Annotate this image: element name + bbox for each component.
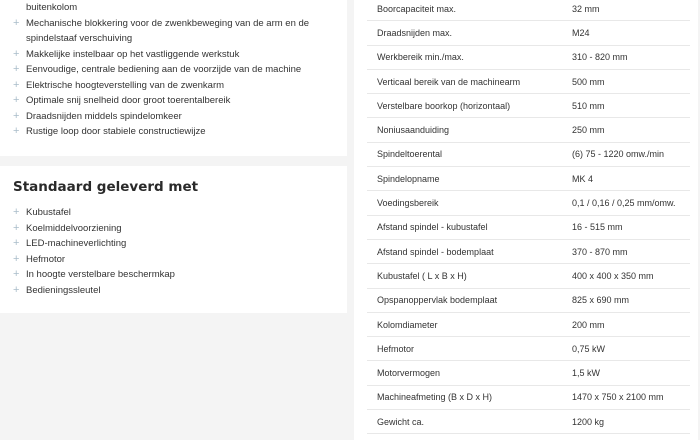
spec-value: 0,75 kW xyxy=(562,337,690,361)
list-item-label: spindelstaaf verschuiving xyxy=(26,33,133,44)
spec-value: 1200 kg xyxy=(562,410,690,434)
features-list xyxy=(13,0,309,140)
features-card xyxy=(0,0,347,156)
list-item xyxy=(13,205,175,221)
table-row xyxy=(367,167,690,191)
list-item-label: In hoogte verstelbare beschermkap xyxy=(26,269,175,280)
plus-icon: + xyxy=(13,206,20,218)
list-item xyxy=(13,62,309,78)
spec-value: 16 - 515 mm xyxy=(562,215,690,239)
spec-value: MK 4 xyxy=(562,167,690,191)
spec-label: Kolomdiameter xyxy=(367,312,562,336)
standard-card xyxy=(0,166,347,313)
list-item-label: Draadsnijden middels spindelomkeer xyxy=(26,110,182,122)
list-item xyxy=(13,16,309,32)
list-item xyxy=(13,267,175,283)
spec-value: 32 mm xyxy=(562,0,690,21)
spec-label: Afstand spindel - bodemplaat xyxy=(367,239,562,263)
list-item-label: Bedieningssleutel xyxy=(26,284,101,296)
spec-value: 400 x 400 x 350 mm xyxy=(562,264,690,288)
spec-value: (6) 75 - 1220 omw./min xyxy=(562,142,690,166)
list-item-continued: buitenkolom xyxy=(26,2,78,13)
list-item-label: Elektrische hoogteverstelling van de zwenkarm xyxy=(26,79,225,91)
table-row xyxy=(367,239,690,263)
plus-icon: + xyxy=(13,268,20,280)
spec-value: 825 x 690 mm xyxy=(562,288,690,312)
list-item xyxy=(13,47,309,63)
list-item-label: LED-machineverlichting xyxy=(26,238,127,249)
spec-value: 510 mm xyxy=(562,94,690,118)
spec-value: M24 xyxy=(562,21,690,45)
spec-label: Noniusaanduiding xyxy=(367,118,562,142)
list-item-label: Hefmotor xyxy=(26,253,66,265)
spec-value: 200 mm xyxy=(562,312,690,336)
list-item xyxy=(13,252,175,268)
list-item-label: Rustige loop door stabiele constructiewijze xyxy=(26,126,206,137)
section-title: Standaard geleverd met xyxy=(13,179,199,195)
plus-icon: + xyxy=(13,47,20,60)
list-item-label: Makkelijke instelbaar op het vastliggende werkstuk xyxy=(26,48,240,60)
table-row xyxy=(367,288,690,312)
list-item xyxy=(13,109,309,125)
spec-label: Werkbereik min./max. xyxy=(367,45,562,69)
plus-icon: + xyxy=(13,125,20,137)
spec-label: Motorvermogen xyxy=(367,361,562,385)
spec-value: 1470 x 750 x 2100 mm xyxy=(562,385,690,409)
list-item xyxy=(13,78,309,94)
spec-value: 250 mm xyxy=(562,118,690,142)
table-row xyxy=(367,118,690,142)
spec-label: Kubustafel ( L x B x H) xyxy=(367,264,562,288)
spec-label: Opspanoppervlak bodemplaat xyxy=(367,288,562,312)
standard-list xyxy=(13,205,175,298)
list-item xyxy=(13,93,309,109)
spec-label: Verticaal bereik van de machinearm xyxy=(367,69,562,93)
spec-value: 1,5 kW xyxy=(562,361,690,385)
table-row xyxy=(367,0,690,21)
plus-icon: + xyxy=(13,63,20,75)
table-row xyxy=(367,215,690,239)
table-row xyxy=(367,361,690,385)
plus-icon: + xyxy=(13,109,20,122)
spec-label: Hefmotor xyxy=(367,337,562,361)
list-item-label: Kubustafel xyxy=(26,207,71,218)
spec-label: Machineafmeting (B x D x H) xyxy=(367,385,562,409)
plus-icon: + xyxy=(13,16,20,29)
table-row xyxy=(367,69,690,93)
specs-card xyxy=(354,0,698,440)
spec-label: Verstelbare boorkop (horizontaal) xyxy=(367,94,562,118)
plus-icon: + xyxy=(13,78,20,91)
spec-value: 310 - 820 mm xyxy=(562,45,690,69)
spec-label: Draadsnijden max. xyxy=(367,21,562,45)
plus-icon: + xyxy=(13,94,20,106)
list-item xyxy=(13,236,175,252)
table-row xyxy=(367,21,690,45)
table-row xyxy=(367,385,690,409)
list-item-label: Mechanische blokkering voor de zwenkbeweging van de arm en de xyxy=(26,17,310,29)
specs-table xyxy=(367,0,690,434)
spec-label: Spindelopname xyxy=(367,167,562,191)
list-item-label: Optimale snij snelheid door groot toerentalbereik xyxy=(26,95,231,106)
spec-label: Voedingsbereik xyxy=(367,191,562,215)
spec-label: Boorcapaciteit max. xyxy=(367,0,562,21)
list-item-label: Koelmiddelvoorziening xyxy=(26,222,122,234)
list-item-label: Eenvoudige, centrale bediening aan de voorzijde van de machine xyxy=(26,64,302,75)
plus-icon: + xyxy=(13,283,20,296)
table-row xyxy=(367,191,690,215)
spec-value: 500 mm xyxy=(562,69,690,93)
spec-label: Spindeltoerental xyxy=(367,142,562,166)
spec-label: Afstand spindel - kubustafel xyxy=(367,215,562,239)
table-row xyxy=(367,94,690,118)
table-row xyxy=(367,312,690,336)
plus-icon: + xyxy=(13,237,20,249)
list-item xyxy=(13,283,175,299)
list-item xyxy=(13,31,309,47)
table-row xyxy=(367,337,690,361)
table-row xyxy=(367,264,690,288)
table-row xyxy=(367,142,690,166)
plus-icon: + xyxy=(13,252,20,265)
table-row xyxy=(367,45,690,69)
table-row xyxy=(367,410,690,434)
list-item xyxy=(13,221,175,237)
list-item xyxy=(13,124,309,140)
plus-icon: + xyxy=(13,221,20,234)
spec-value: 0,1 / 0,16 / 0,25 mm/omw. xyxy=(562,191,690,215)
spec-label: Gewicht ca. xyxy=(367,410,562,434)
spec-value: 370 - 870 mm xyxy=(562,239,690,263)
